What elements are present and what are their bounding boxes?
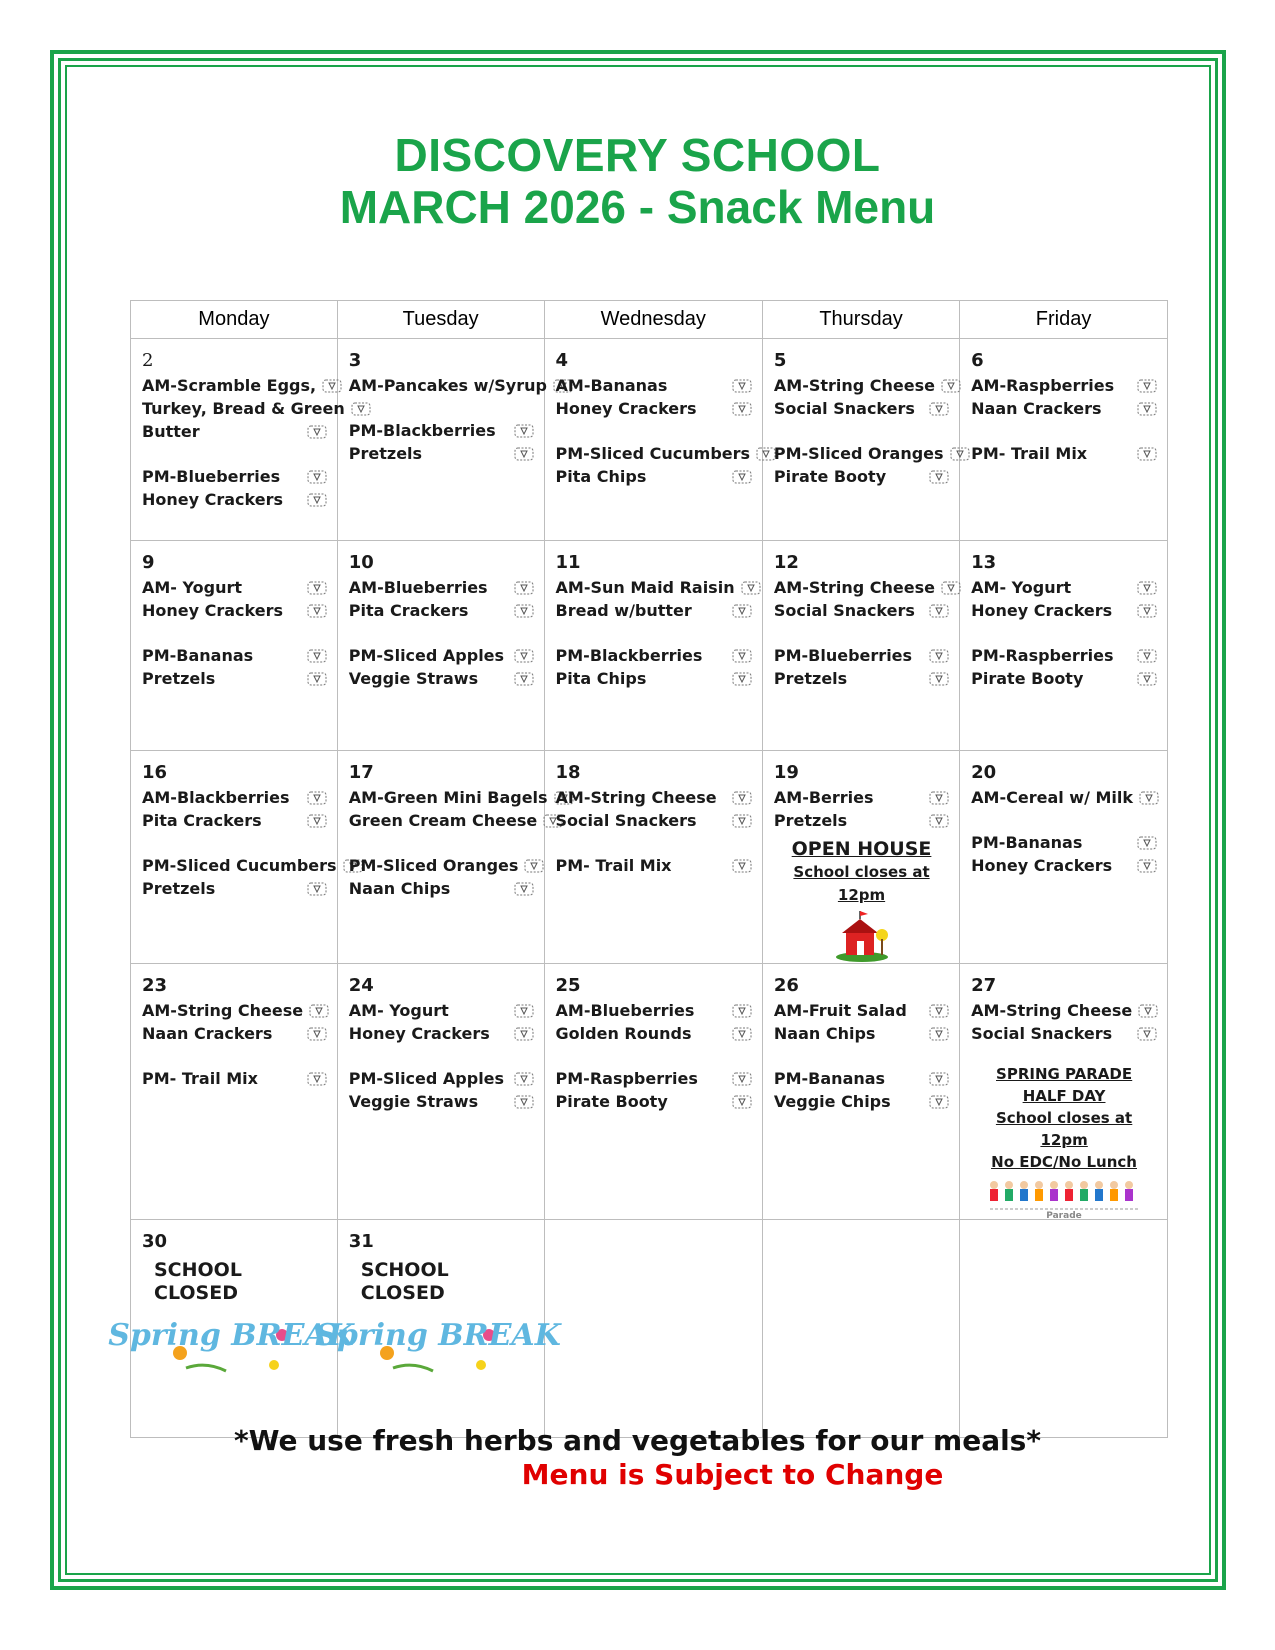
day-cell	[131, 751, 338, 964]
day-number: 6	[971, 350, 984, 371]
day-cell	[762, 339, 959, 541]
week-row	[131, 751, 1168, 964]
spring-break-image-text: Spring BREAK	[108, 1318, 354, 1353]
snack-cup-icon	[732, 1004, 752, 1018]
snack-cup-icon	[514, 581, 534, 595]
snack-cup-icon	[1137, 447, 1157, 461]
snack-cup-icon	[307, 1027, 327, 1041]
snack-cup-icon	[1137, 672, 1157, 686]
day-number: 9	[142, 552, 155, 573]
snack-cup-icon	[1137, 604, 1157, 618]
pm-snack: Pretzels	[142, 879, 216, 898]
spring-break-image-text: Spring BREAK	[314, 1318, 561, 1353]
snack-cup-icon	[514, 424, 534, 438]
am-snack: Green Cream Cheese	[348, 811, 538, 830]
empty-day-cell	[960, 1220, 1168, 1438]
pm-snack: PM-Sliced Cucumbers	[555, 444, 751, 463]
day-cell	[960, 339, 1168, 541]
day-cell	[762, 541, 959, 751]
open-house-note: School closes at 12pm	[793, 863, 930, 904]
snack-cup-icon	[950, 447, 970, 461]
school-title: DISCOVERY SCHOOL	[394, 129, 881, 181]
snack-cup-icon	[514, 1004, 534, 1018]
snack-cup-icon	[1139, 791, 1159, 805]
snack-cup-icon	[732, 402, 752, 416]
day-number: 17	[348, 762, 374, 783]
snack-cup-icon	[1137, 379, 1157, 393]
am-snack: Naan Crackers	[971, 399, 1102, 418]
snack-cup-icon	[929, 402, 949, 416]
snack-cup-icon	[929, 814, 949, 828]
snack-cup-icon	[1137, 859, 1157, 873]
week-row	[131, 541, 1168, 751]
pm-snack: Pretzels	[773, 669, 848, 688]
day-cell	[960, 541, 1168, 751]
pm-snack: PM-Sliced Apples	[348, 1069, 505, 1088]
am-snack: AM-Blueberries	[555, 1001, 695, 1020]
am-snack: Social Snackers	[555, 811, 697, 830]
snack-cup-icon	[732, 672, 752, 686]
week-row	[131, 1220, 1168, 1438]
day-number: 25	[555, 975, 581, 996]
day-cell	[314, 1220, 561, 1438]
snack-cup-icon	[929, 649, 949, 663]
am-snack: AM-String Cheese	[773, 376, 936, 395]
pm-snack: Pirate Booty	[555, 1092, 668, 1111]
snack-cup-icon	[941, 581, 961, 595]
pm-snack: Pita Chips	[555, 669, 647, 688]
snack-cup-icon	[732, 649, 752, 663]
snack-cup-icon	[514, 1027, 534, 1041]
snack-cup-icon	[929, 604, 949, 618]
day-number: 4	[555, 350, 569, 371]
pm-snack: Veggie Chips	[773, 1092, 891, 1111]
day-number: 18	[555, 762, 581, 783]
day-number: 27	[971, 975, 997, 996]
weekday-tuesday: Tuesday	[337, 301, 544, 339]
snack-cup-icon	[322, 379, 342, 393]
snack-cup-icon	[929, 672, 949, 686]
am-snack: Social Snackers	[773, 399, 915, 418]
parade-image-caption: Parade	[1046, 1211, 1082, 1221]
snack-cup-icon	[514, 649, 534, 663]
day-cell	[337, 339, 547, 541]
am-snack: Honey Crackers	[348, 1024, 490, 1043]
pm-snack: PM-Blackberries	[348, 421, 496, 440]
snack-cup-icon	[929, 791, 949, 805]
day-number: 10	[348, 552, 374, 573]
am-snack: AM-String Cheese	[142, 1001, 304, 1020]
day-cell	[108, 1220, 354, 1438]
pm-snack: Veggie Straws	[348, 669, 479, 688]
am-snack: Golden Rounds	[555, 1024, 692, 1043]
snack-cup-icon	[732, 470, 752, 484]
day-number: 12	[773, 552, 799, 573]
spring-break-image	[108, 1313, 354, 1383]
pm-snack: Honey Crackers	[971, 856, 1113, 875]
am-snack: Bread w/butter	[555, 601, 692, 620]
event-line: School closes at 12pm	[995, 1109, 1133, 1149]
day-cell	[337, 964, 544, 1220]
snack-cup-icon	[732, 859, 752, 873]
snack-cup-icon	[732, 814, 752, 828]
am-snack: AM-Bananas	[555, 376, 668, 395]
day-number: 23	[142, 975, 168, 996]
day-cell	[337, 751, 548, 964]
pm-snack: Pirate Booty	[773, 467, 887, 486]
snack-cup-icon	[732, 1027, 752, 1041]
snack-cup-icon	[929, 470, 949, 484]
week-row	[131, 339, 1168, 541]
am-snack: AM-Green Mini Bagels	[348, 788, 548, 807]
day-number: 30	[142, 1231, 168, 1252]
am-snack: Turkey, Bread & Green	[142, 399, 345, 418]
am-snack: AM-Blackberries	[142, 788, 290, 807]
event-line: SPRING PARADE	[996, 1065, 1133, 1083]
snack-cup-icon	[929, 1095, 949, 1109]
am-snack: AM- Yogurt	[142, 578, 243, 597]
snack-cup-icon	[741, 581, 761, 595]
pm-snack: Pita Chips	[555, 467, 647, 486]
snack-cup-icon	[732, 379, 752, 393]
spring-break-image	[314, 1313, 561, 1383]
day-cell	[544, 339, 762, 541]
spring-parade-event	[971, 1063, 1157, 1173]
am-snack: AM-Berries	[773, 788, 874, 807]
am-snack: Honey Crackers	[555, 399, 697, 418]
am-snack: AM-String Cheese	[971, 1001, 1133, 1020]
snack-cup-icon	[732, 604, 752, 618]
am-snack: AM-Raspberries	[971, 376, 1115, 395]
snack-cup-icon	[1137, 836, 1157, 850]
pm-snack: PM- Trail Mix	[971, 444, 1088, 463]
pm-snack: PM-Blueberries	[773, 646, 913, 665]
am-snack: Social Snackers	[971, 1024, 1113, 1043]
am-snack: AM-String Cheese	[555, 788, 717, 807]
day-cell	[960, 964, 1168, 1220]
day-cell	[131, 541, 338, 751]
snack-cup-icon	[514, 604, 534, 618]
pm-snack: PM-Raspberries	[555, 1069, 698, 1088]
menu-title: MARCH 2026 - Snack Menu	[339, 181, 936, 233]
snack-cup-icon	[524, 859, 544, 873]
empty-day-cell	[762, 1220, 959, 1438]
snack-cup-icon	[732, 791, 752, 805]
day-number: 20	[971, 762, 997, 783]
am-snack: AM-Sun Maid Raisin	[555, 578, 735, 597]
am-snack: Naan Crackers	[142, 1024, 273, 1043]
am-snack: Honey Crackers	[142, 601, 284, 620]
weekday-monday: Monday	[131, 301, 338, 339]
pm-snack: PM-Sliced Oranges	[773, 444, 944, 463]
event-line: No EDC/No Lunch	[991, 1153, 1137, 1171]
snack-cup-icon	[309, 1004, 329, 1018]
am-snack: AM- Yogurt	[971, 578, 1072, 597]
snack-cup-icon	[514, 1095, 534, 1109]
weekday-thursday: Thursday	[762, 301, 959, 339]
day-number: 5	[773, 350, 787, 371]
day-number: 13	[971, 552, 997, 573]
day-number: 24	[348, 975, 374, 996]
snack-cup-icon	[1138, 1004, 1158, 1018]
day-number: 11	[555, 552, 581, 573]
snack-cup-icon	[307, 672, 327, 686]
am-snack: Pita Crackers	[142, 811, 262, 830]
pm-snack: PM-Sliced Oranges	[348, 856, 519, 875]
day-cell	[544, 541, 762, 751]
snack-cup-icon	[941, 379, 961, 393]
snack-cup-icon	[307, 791, 327, 805]
pm-snack: PM-Bananas	[142, 646, 254, 665]
am-snack: AM-String Cheese	[773, 578, 936, 597]
pm-snack: Honey Crackers	[142, 490, 284, 509]
empty-day-cell	[544, 1220, 762, 1438]
day-cell	[131, 964, 338, 1220]
day-cell	[762, 751, 959, 964]
snack-cup-icon	[1137, 1027, 1157, 1041]
snack-cup-icon	[307, 425, 327, 439]
am-snack: Social Snackers	[773, 601, 915, 620]
snack-cup-icon	[514, 882, 534, 896]
day-cell	[544, 964, 762, 1220]
snack-cup-icon	[307, 581, 327, 595]
pm-snack: Veggie Straws	[348, 1092, 479, 1111]
snack-calendar	[108, 300, 1168, 1438]
pm-snack: PM-Sliced Apples	[348, 646, 505, 665]
day-number: 31	[348, 1231, 374, 1252]
fresh-herbs-note: *We use fresh herbs and vegetables for our meals*	[233, 1424, 1041, 1457]
snack-cup-icon	[307, 882, 327, 896]
pm-snack: PM-Blueberries	[142, 467, 281, 486]
snack-cup-icon	[514, 1072, 534, 1086]
school-closed-label: SCHOOL CLOSED	[360, 1259, 449, 1304]
snack-cup-icon	[307, 493, 327, 507]
am-snack: Pretzels	[773, 811, 848, 830]
am-snack: Honey Crackers	[971, 601, 1113, 620]
pm-snack: Naan Chips	[348, 879, 451, 898]
am-snack: Pita Crackers	[348, 601, 469, 620]
pm-snack: PM-Bananas	[773, 1069, 886, 1088]
pm-snack: Pretzels	[348, 444, 423, 463]
snack-cup-icon	[1137, 649, 1157, 663]
week-row	[131, 964, 1168, 1220]
snack-cup-icon	[514, 447, 534, 461]
pm-snack: PM-Sliced Cucumbers	[142, 856, 337, 875]
snack-cup-icon	[307, 604, 327, 618]
pm-snack: PM-Blackberries	[555, 646, 703, 665]
snack-cup-icon	[732, 1095, 752, 1109]
snack-cup-icon	[307, 814, 327, 828]
am-snack: Naan Chips	[773, 1024, 876, 1043]
weekday-friday: Friday	[960, 301, 1168, 339]
snack-cup-icon	[1137, 581, 1157, 595]
am-snack: AM-Blueberries	[348, 578, 488, 597]
day-cell	[544, 751, 762, 964]
snack-cup-icon	[307, 649, 327, 663]
pm-snack: PM-Raspberries	[971, 646, 1114, 665]
day-number: 26	[773, 975, 799, 996]
pm-snack: PM-Bananas	[971, 833, 1083, 852]
snack-cup-icon	[351, 402, 371, 416]
parade-image	[984, 1177, 1144, 1219]
day-number: 3	[348, 350, 362, 371]
snack-cup-icon	[732, 1072, 752, 1086]
day-number: 19	[773, 762, 799, 783]
am-snack: Butter	[142, 422, 200, 441]
snack-cup-icon	[929, 1072, 949, 1086]
pm-snack: PM- Trail Mix	[142, 1069, 258, 1088]
am-snack: AM- Yogurt	[348, 1001, 449, 1020]
open-house-title: OPEN HOUSE	[791, 838, 932, 860]
snack-cup-icon	[307, 470, 327, 484]
pm-snack: Pretzels	[142, 669, 216, 688]
event-line: HALF DAY	[1022, 1087, 1106, 1105]
pm-snack: PM- Trail Mix	[555, 856, 672, 875]
snack-cup-icon	[514, 672, 534, 686]
pm-snack: Pirate Booty	[971, 669, 1084, 688]
day-number: 16	[142, 762, 168, 783]
am-snack: AM-Fruit Salad	[773, 1001, 907, 1020]
snack-cup-icon	[1137, 402, 1157, 416]
day-number: 2	[142, 350, 154, 371]
snack-cup-icon	[307, 1072, 327, 1086]
am-snack: AM-Cereal w/ Milk	[971, 788, 1134, 807]
day-cell	[960, 751, 1168, 964]
schoolhouse-icon	[832, 911, 892, 963]
menu-change-warning: Menu is Subject to Change	[521, 1458, 944, 1491]
day-cell	[762, 964, 959, 1220]
snack-cup-icon	[929, 1004, 949, 1018]
day-cell	[131, 339, 345, 541]
am-snack: AM-Scramble Eggs,	[142, 376, 317, 395]
am-snack: AM-Pancakes w/Syrup	[348, 376, 547, 395]
day-cell	[337, 541, 544, 751]
weekday-header-row	[131, 301, 1168, 339]
weekday-wednesday: Wednesday	[544, 301, 762, 339]
snack-cup-icon	[929, 1027, 949, 1041]
school-closed-label: SCHOOL CLOSED	[154, 1259, 242, 1304]
